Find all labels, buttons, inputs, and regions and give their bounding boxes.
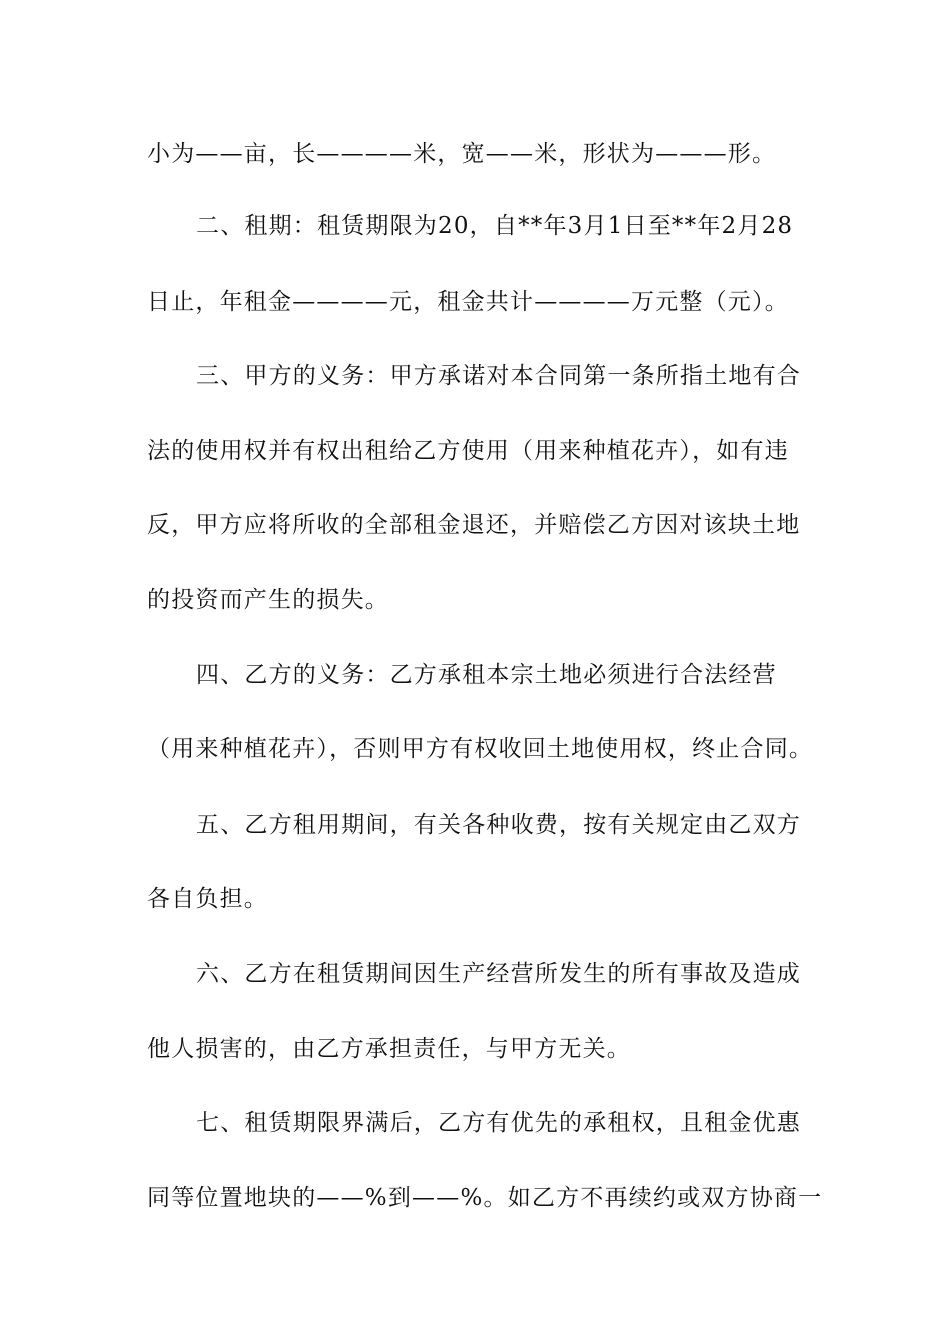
text-line: 各自负担。 bbox=[147, 886, 268, 912]
text-line: （用来种植花卉），否则甲方有权收回土地使用权，终止合同。 bbox=[147, 736, 814, 762]
text-line: 反，甲方应将所收的全部租金退还，并赔偿乙方因对该块土地 bbox=[147, 512, 801, 538]
clause-5-heading-line: 五、乙方租用期间，有关各种收费，按有关规定由乙双方 bbox=[196, 812, 801, 838]
clause-3-heading-line: 三、甲方的义务：甲方承诺对本合同第一条所指土地有合 bbox=[196, 363, 801, 389]
text-line: 同等位置地块的——%到——%。如乙方不再续约或双方协商一 bbox=[147, 1185, 823, 1211]
text-line: 法的使用权并有权出租给乙方使用（用来种植花卉），如有违 bbox=[147, 438, 789, 464]
text-line: 日止，年租金————元，租金共计————万元整（元）。 bbox=[147, 289, 789, 315]
clause-4-heading-line: 四、乙方的义务：乙方承租本宗土地必须进行合法经营 bbox=[196, 662, 777, 688]
clause-2-heading-line: 二、租期：租赁期限为20，自**年3月1日至**年2月28 bbox=[196, 213, 794, 239]
text-line: 的投资而产生的损失。 bbox=[147, 587, 389, 613]
clause-6-heading-line: 六、乙方在租赁期间因生产经营所发生的所有事故及造成 bbox=[196, 961, 801, 987]
clause-7-heading-line: 七、租赁期限界满后，乙方有优先的承租权，且租金优惠 bbox=[196, 1110, 801, 1136]
text-line: 他人损害的，由乙方承担责任，与甲方无关。 bbox=[147, 1036, 631, 1062]
text-line: 小为——亩，长————米，宽——米，形状为———形。 bbox=[147, 141, 777, 167]
